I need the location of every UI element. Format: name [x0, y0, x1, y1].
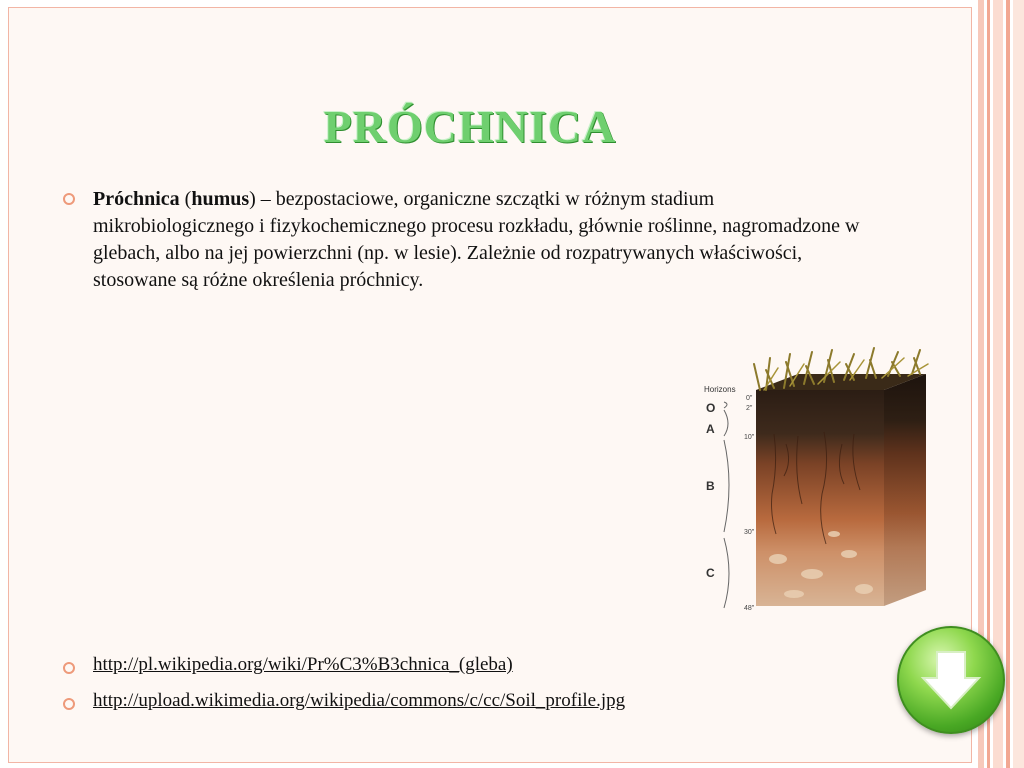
- link-wikipedia[interactable]: http://pl.wikipedia.org/wiki/Pr%C3%B3chnica_(gleba): [93, 654, 513, 675]
- horizons-label: Horizons: [704, 385, 736, 394]
- side-stripe: [1006, 0, 1010, 768]
- depth-label: 0": [746, 395, 753, 402]
- bullet-icon: [62, 661, 76, 675]
- synonym: humus: [191, 188, 250, 210]
- definition-paragraph: [93, 186, 863, 294]
- horizon-label: C: [706, 566, 715, 580]
- bullet-icon: [62, 192, 76, 206]
- depth-label: 30": [744, 529, 755, 536]
- depth-label: 10": [744, 434, 755, 441]
- paren-open: (: [179, 188, 192, 210]
- horizon-label: O: [706, 401, 716, 415]
- horizon-label: A: [706, 422, 715, 436]
- link-wikimedia[interactable]: http://upload.wikimedia.org/wikipedia/commons/c/cc/Soil_profile.jpg: [93, 690, 626, 711]
- horizon-label: B: [706, 479, 715, 493]
- definition-text: ) – bezpostaciowe, organiczne szczątki w różnym stadium mikrobiologicznego i fizykochemicznego procesu rozkładu, głównie roślinne, nagromadzone w glebach, albo na jej powierzchni (np. w lesie). Zależnie od rozpatrywanych właściwości, stosowane są różne określenia próchnicy.: [93, 188, 860, 291]
- soil-profile-image: [694, 344, 934, 619]
- side-stripe: [1013, 0, 1024, 768]
- depth-label: 2": [746, 405, 753, 412]
- next-slide-button[interactable]: [897, 626, 1005, 734]
- term: Próchnica: [93, 188, 180, 210]
- bullet-icon: [62, 697, 76, 711]
- slide-title: PRÓCHNICA: [323, 101, 617, 152]
- depth-label: 48": [744, 605, 755, 612]
- down-arrow-icon: [899, 628, 1003, 732]
